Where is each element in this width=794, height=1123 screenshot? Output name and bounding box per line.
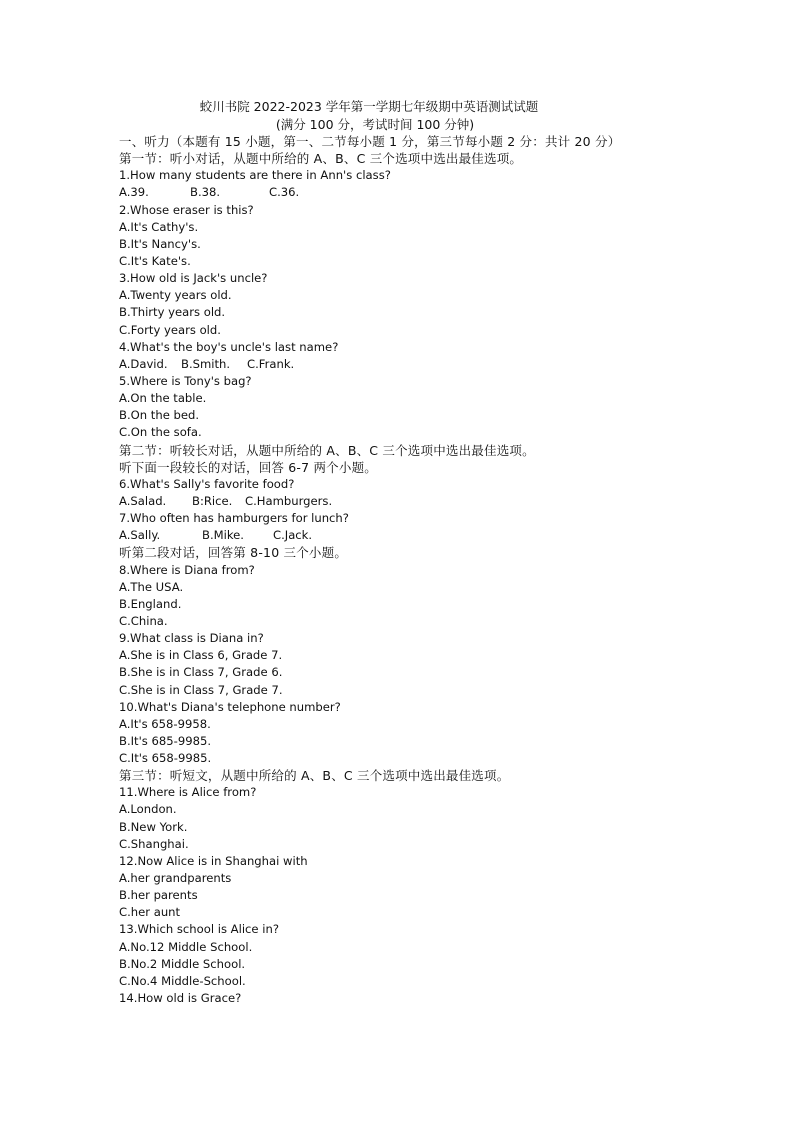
option-a: A.Sally. (119, 528, 161, 543)
question-9-stem: 9.What class is Diana in? (119, 631, 264, 646)
question-5-stem: 5.Where is Tony's bag? (119, 373, 252, 388)
option-a: A.her grandparents (119, 871, 232, 886)
section-3-heading: 第三节：听短文，从题中所给的 A、B、C 三个选项中选出最佳选项。 (119, 768, 510, 784)
option-a: A.She is in Class 6, Grade 7. (119, 648, 283, 663)
option-c: C.She is in Class 7, Grade 7. (119, 682, 283, 697)
question-8-stem: 8.Where is Diana from? (119, 562, 255, 577)
question-4-stem: 4.What's the boy's uncle's last name? (119, 339, 339, 354)
option-c: C.It's Kate's. (119, 253, 191, 268)
option-b: B.It's 685-9985. (119, 733, 212, 748)
question-4-options (119, 356, 779, 373)
option-a: A.It's Cathy's. (119, 219, 199, 234)
option-c: C.36. (269, 185, 300, 200)
option-b: B.Thirty years old. (119, 305, 226, 320)
option-b: B.No.2 Middle School. (119, 956, 246, 971)
question-1-stem: 1.How many students are there in Ann's class? (119, 168, 391, 183)
question-12-stem: 12.Now Alice is in Shanghai with (119, 853, 308, 868)
option-a: A.London. (119, 802, 177, 817)
question-7-options (119, 527, 779, 544)
option-b: B.She is in Class 7, Grade 6. (119, 665, 283, 680)
option-a: A.No.12 Middle School. (119, 939, 253, 954)
option-b: B.Mike. (202, 528, 244, 543)
option-b: B.New York. (119, 819, 188, 834)
question-13-stem: 13.Which school is Alice in? (119, 922, 279, 937)
exam-title: 蛟川书院 2022-2023 学年第一学期七年级期中英语测试试题 (199, 99, 539, 114)
option-c: C.It's 658-9985. (119, 751, 212, 766)
question-10-stem: 10.What's Diana's telephone number? (119, 699, 341, 714)
option-a: A.Salad. (119, 493, 167, 508)
option-c: C.Hamburgers. (245, 493, 333, 508)
question-14-stem: 14.How old is Grace? (119, 991, 242, 1006)
option-a: A.The USA. (119, 579, 184, 594)
question-1-options (119, 184, 779, 201)
question-6-options (119, 493, 779, 510)
option-c: C.China. (119, 613, 168, 628)
option-b: B.38. (190, 185, 221, 200)
option-a: A.On the table. (119, 391, 207, 406)
option-c: C.Frank. (247, 356, 295, 371)
option-c: C.Shanghai. (119, 836, 189, 851)
section-2-note-2: 听第二段对话，回答第 8-10 三个小题。 (119, 545, 348, 561)
option-b: B.Smith. (181, 356, 231, 371)
exam-subtitle: (满分 100 分，考试时间 100 分钟) (275, 117, 475, 132)
option-c: C.No.4 Middle-School. (119, 973, 246, 988)
option-c: C.Forty years old. (119, 322, 221, 337)
section-2-note-1: 听下面一段较长的对话，回答 6-7 两个小题。 (119, 459, 377, 475)
option-b: B.England. (119, 596, 182, 611)
question-11-stem: 11.Where is Alice from? (119, 785, 257, 800)
section-2-heading: 第二节：听较长对话，从题中所给的 A、B、C 三个选项中选出最佳选项。 (119, 442, 535, 458)
option-a: A.It's 658-9958. (119, 716, 211, 731)
option-b: B.On the bed. (119, 408, 200, 423)
option-c: C.On the sofa. (119, 425, 202, 440)
question-2-stem: 2.Whose eraser is this? (119, 202, 254, 217)
option-b: B.It's Nancy's. (119, 236, 201, 251)
question-7-stem: 7.Who often has hamburgers for lunch? (119, 511, 349, 526)
section-1-heading: 第一节：听小对话，从题中所给的 A、B、C 三个选项中选出最佳选项。 (119, 151, 523, 167)
exam-body (119, 133, 779, 1007)
option-c: C.Jack. (273, 528, 313, 543)
option-b: B.her parents (119, 888, 198, 903)
option-b: B:Rice. (192, 493, 233, 508)
option-a: A.39. (119, 185, 149, 200)
question-3-stem: 3.How old is Jack's uncle? (119, 271, 268, 286)
option-a: A.David. (119, 356, 168, 371)
option-c: C.her aunt (119, 905, 181, 920)
part-heading: 一、听力（本题有 15 小题，第一、二节每小题 1 分，第三节每小题 2 分：共计 20 分） (119, 134, 621, 149)
option-a: A.Twenty years old. (119, 288, 232, 303)
question-6-stem: 6.What's Sally's favorite food? (119, 476, 295, 491)
